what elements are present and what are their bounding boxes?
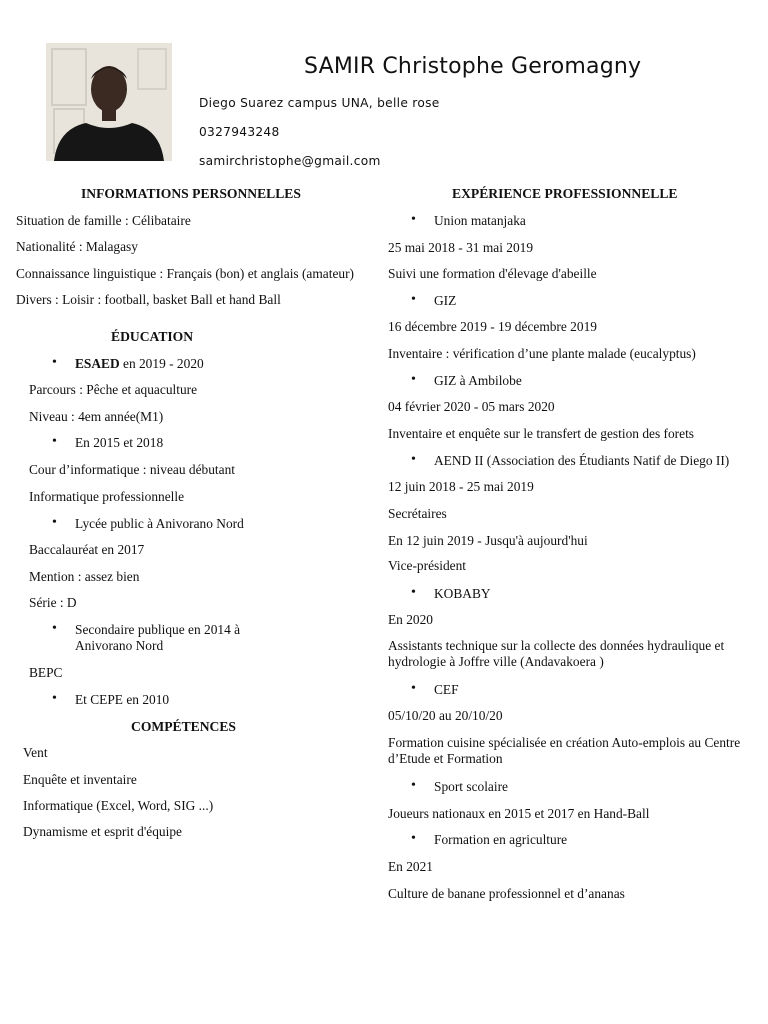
experience-org: • Sport scolaire <box>434 779 508 795</box>
education-line: Cour d’informatique : niveau débutant <box>29 462 236 477</box>
skill-item: Vent <box>23 745 48 760</box>
personal-line: Connaissance linguistique : Français (bon) et anglais (amateur) <box>16 266 355 281</box>
experience-org: • Formation en agriculture <box>434 832 567 848</box>
education-line: Mention : assez bien <box>29 569 140 584</box>
education-heading: ÉDUCATION <box>111 329 194 344</box>
personal-line: Situation de famille : Célibataire <box>16 213 191 228</box>
experience-org: • GIZ à Ambilobe <box>434 373 522 389</box>
experience-line: 05/10/20 au 20/10/20 <box>388 708 503 723</box>
candidate-name: SAMIR Christophe Geromagny <box>304 54 642 79</box>
education-item: • En 2015 et 2018 <box>75 435 163 451</box>
experience-line: 04 février 2020 - 05 mars 2020 <box>388 399 555 414</box>
education-line: Informatique professionnelle <box>29 489 185 504</box>
experience-line: Culture de banane professionnel et d’ananas <box>388 886 625 901</box>
experience-line: En 12 juin 2019 - Jusqu'à aujourd'hui <box>388 533 588 548</box>
profile-photo <box>46 43 172 161</box>
education-line: Niveau : 4em année(M1) <box>29 409 164 424</box>
esaed-name: ESAED <box>75 356 120 371</box>
education-item-esaed <box>75 356 204 372</box>
personal-info-heading: INFORMATIONS PERSONNELLES <box>81 186 301 201</box>
experience-line: 12 juin 2018 - 25 mai 2019 <box>388 479 534 494</box>
education-line: Baccalauréat en 2017 <box>29 542 145 557</box>
personal-line: Divers : Loisir : football, basket Ball et hand Ball <box>16 292 281 307</box>
experience-line: Joueurs nationaux en 2015 et 2017 en Hand-Ball <box>388 806 650 821</box>
phone-number: 0327943248 <box>199 125 280 139</box>
experience-line: Inventaire et enquête sur le transfert de gestion des forets <box>388 426 695 441</box>
experience-org: • Union matanjaka <box>434 213 526 229</box>
skills-heading: COMPÉTENCES <box>131 719 236 734</box>
education-item: • Lycée public à Anivorano Nord <box>75 516 244 532</box>
experience-line: 25 mai 2018 - 31 mai 2019 <box>388 240 534 255</box>
esaed-period: en 2019 - 2020 <box>119 356 204 371</box>
experience-line: Assistants technique sur la collecte des données hydraulique et hydrologie à Joffre ville (Andavakoera ) <box>388 638 725 669</box>
experience-line: Secrétaires <box>388 506 447 521</box>
experience-heading: EXPÉRIENCE PROFESSIONNELLE <box>452 186 678 201</box>
experience-line: 16 décembre 2019 - 19 décembre 2019 <box>388 319 597 334</box>
experience-line: Suivi une formation d'élevage d'abeille <box>388 266 597 281</box>
education-line: BEPC <box>29 665 63 680</box>
experience-org: • GIZ <box>434 293 456 309</box>
education-line: Série : D <box>29 595 77 610</box>
skill-item: Informatique (Excel, Word, SIG ...) <box>23 798 214 813</box>
experience-line: Vice-président <box>388 558 467 573</box>
skill-item: Enquête et inventaire <box>23 772 137 787</box>
skill-item: Dynamisme et esprit d'équipe <box>23 824 182 839</box>
personal-line: Nationalité : Malagasy <box>16 239 138 254</box>
experience-org: • KOBABY <box>434 586 491 602</box>
email-address: samirchristophe@gmail.com <box>199 154 381 168</box>
experience-org: • AEND II (Association des Étudiants Natif de Diego II) <box>434 453 729 469</box>
address: Diego Suarez campus UNA, belle rose <box>199 96 440 110</box>
education-item: • Et CEPE en 2010 <box>75 692 169 708</box>
experience-line: En 2020 <box>388 612 434 627</box>
education-item: • Secondaire publique en 2014 à Anivorano Nord <box>75 622 275 654</box>
experience-line: En 2021 <box>388 859 434 874</box>
experience-line: Formation cuisine spécialisée en création Auto-emplois au Centre d’Etude et Formation <box>388 735 741 766</box>
experience-org: • CEF <box>434 682 459 698</box>
experience-line: Inventaire : vérification d’une plante malade (eucalyptus) <box>388 346 696 361</box>
education-line: Parcours : Pêche et aquaculture <box>29 382 198 397</box>
